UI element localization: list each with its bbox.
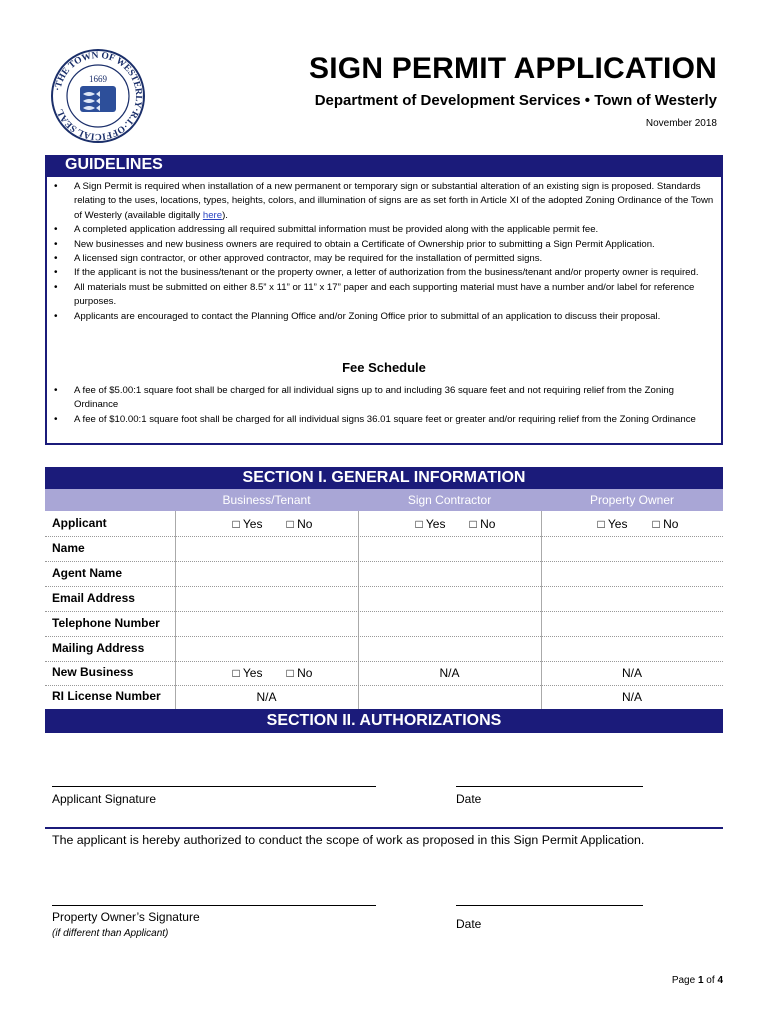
owner-no-checkbox[interactable]: □ No (652, 517, 679, 531)
applicant-signature-line[interactable] (52, 786, 376, 787)
divider-rule (45, 827, 723, 829)
guidelines-list (50, 180, 720, 324)
agent-name-row[interactable] (45, 562, 723, 587)
name-row[interactable] (45, 537, 723, 562)
email-row[interactable] (45, 587, 723, 612)
guidelines-header (45, 155, 723, 177)
column-header-row (45, 489, 723, 511)
guideline-item: • All materials must be submitted on either 8.5” x 11” or 11” x 17” paper and each supporting material must have a number and/or label for reference purposes. (50, 281, 720, 310)
owner-date-line[interactable] (456, 905, 643, 906)
column-business-tenant: Business/Tenant (222, 493, 311, 507)
authorization-statement: The applicant is hereby authorized to conduct the scope of work as proposed in this Sign Permit Application. (52, 833, 645, 847)
section-1-heading: SECTION I. GENERAL INFORMATION (45, 467, 723, 489)
license-label: RI License Number (52, 689, 161, 703)
name-label: Name (52, 541, 85, 555)
new-business-no-checkbox[interactable]: □ No (286, 666, 313, 680)
applicant-signature-label: Applicant Signature (52, 792, 157, 806)
telephone-row[interactable] (45, 612, 723, 637)
fee-schedule-list (50, 384, 720, 427)
owner-signature-line[interactable] (52, 905, 376, 906)
license-row (45, 685, 723, 709)
contractor-na: N/A (439, 666, 460, 680)
seal-year: 1669 (89, 74, 107, 84)
agent-name-label: Agent Name (52, 566, 123, 580)
guideline-item: • Applicants are encouraged to contact the Planning Office and/or Zoning Office prior to submittal of an application to discuss their proposal. (50, 310, 720, 324)
new-business-label: New Business (52, 665, 134, 679)
fee-item: • A fee of $5.00:1 square foot shall be charged for all individual signs up to and including 36 square feet and not requiring relief from the Zoning Ordinance (50, 384, 720, 413)
new-business-yes-checkbox[interactable]: □ Yes (232, 666, 263, 680)
owner-signature-label: Property Owner’s Signature (52, 910, 200, 924)
section-2-heading: SECTION II. AUTHORIZATIONS (45, 709, 723, 733)
contractor-no-checkbox[interactable]: □ No (469, 517, 496, 531)
seal-ring-text: ·THE TOWN OF WESTERLY·R.I.·OFFICIAL SEAL (53, 50, 144, 142)
business-no-checkbox[interactable]: □ No (286, 517, 313, 531)
mailing-address-row[interactable] (45, 637, 723, 662)
applicant-date-label: Date (456, 792, 482, 806)
fee-item: • A fee of $10.00:1 square foot shall be charged for all individual signs 36.01 square feet or greater and/or requiring relief from the Zoning Ordinance (50, 413, 720, 427)
town-seal-logo (50, 48, 146, 144)
owner-signature-note: (if different than Applicant) (52, 928, 169, 939)
applicant-date-line[interactable] (456, 786, 643, 787)
contractor-yes-checkbox[interactable]: □ Yes (415, 517, 446, 531)
page-title: SIGN PERMIT APPLICATION (309, 52, 717, 85)
mailing-address-label: Mailing Address (52, 641, 145, 655)
business-license-na: N/A (256, 690, 277, 704)
new-business-row (45, 661, 723, 686)
fee-schedule-heading: Fee Schedule (342, 360, 426, 375)
document-date: November 2018 (645, 118, 717, 129)
zoning-ordinance-link[interactable]: here (202, 209, 223, 221)
telephone-label: Telephone Number (52, 616, 160, 630)
business-yes-checkbox[interactable]: □ Yes (232, 517, 263, 531)
column-property-owner: Property Owner (589, 493, 675, 507)
department-subtitle: Department of Development Services • Town of Westerly (314, 92, 717, 109)
page-number: Page 1 of 4 (671, 975, 723, 986)
guideline-item: • If the applicant is not the business/tenant or the property owner, a letter of authorization from the business/tenant and/or property owner is required. (50, 266, 720, 280)
applicant-row (45, 512, 723, 537)
guideline-item: • A completed application addressing all required submittal information must be provided along with the applicable permit fee. (50, 223, 720, 237)
owner-date-label: Date (456, 917, 482, 931)
owner-na: N/A (621, 666, 642, 680)
column-sign-contractor: Sign Contractor (407, 493, 492, 507)
email-label: Email Address (52, 591, 135, 605)
guidelines-heading: GUIDELINES (65, 156, 163, 173)
applicant-label: Applicant (52, 516, 107, 530)
owner-yes-checkbox[interactable]: □ Yes (597, 517, 628, 531)
owner-license-na: N/A (621, 690, 642, 704)
guideline-item: • A Sign Permit is required when installation of a new permanent or temporary sign or substantial alteration of an existing sign is proposed. Standards relating to the uses, locations, types, heights, colors, and illumination of signs are as set forth in Article XI of the adopted Zoning Ordinance of the Town of Westerly (available digitally here). (50, 180, 720, 223)
guideline-item: • A licensed sign contractor, or other approved contractor, may be required for the installation of permitted signs. (50, 252, 720, 266)
guideline-item: • New businesses and new business owners are required to obtain a Certificate of Ownership prior to submitting a Sign Permit Application. (50, 238, 720, 252)
